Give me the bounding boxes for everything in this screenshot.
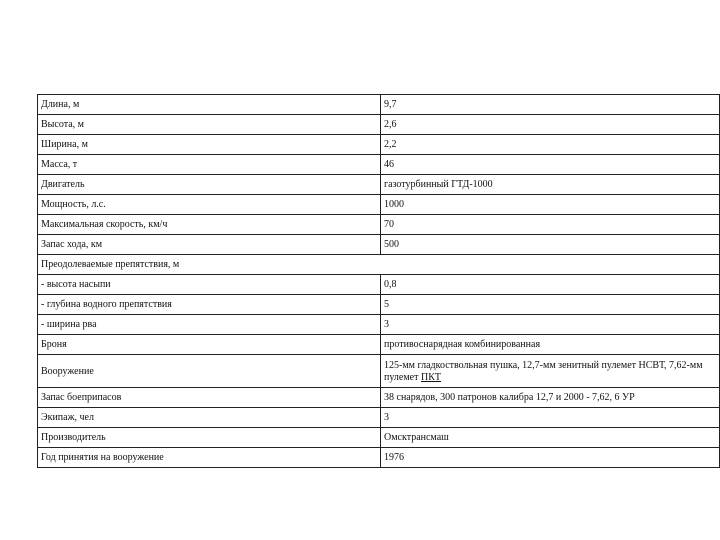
row-label: - глубина водного препятствия — [38, 295, 381, 315]
row-value — [381, 355, 720, 388]
row-value: 3 — [381, 408, 720, 428]
row-value: 3 — [381, 315, 720, 335]
row-label: - ширина рва — [38, 315, 381, 335]
row-value: противоснарядная комбинированная — [381, 335, 720, 355]
table-row — [38, 215, 720, 235]
table-row — [38, 448, 720, 468]
row-label: Броня — [38, 335, 381, 355]
row-value: 1000 — [381, 195, 720, 215]
row-label: Длина, м — [38, 95, 381, 115]
row-value: 2,2 — [381, 135, 720, 155]
row-label: Масса, т — [38, 155, 381, 175]
table-row — [38, 175, 720, 195]
row-value: 500 — [381, 235, 720, 255]
section-heading: Преодолеваемые препятствия, м — [38, 255, 720, 275]
table-row — [38, 315, 720, 335]
row-label: Вооружение — [38, 355, 381, 388]
row-label: Год принятия на вооружение — [38, 448, 381, 468]
table-row — [38, 115, 720, 135]
table-row — [38, 235, 720, 255]
row-value: 5 — [381, 295, 720, 315]
table-row — [38, 275, 720, 295]
row-label: Производитель — [38, 428, 381, 448]
row-value: 70 — [381, 215, 720, 235]
row-value: 9,7 — [381, 95, 720, 115]
table-row — [38, 295, 720, 315]
specifications-table — [37, 94, 720, 468]
row-value: 1976 — [381, 448, 720, 468]
table-row — [38, 95, 720, 115]
table-row — [38, 195, 720, 215]
table-row — [38, 135, 720, 155]
row-label: Двигатель — [38, 175, 381, 195]
row-label: Максимальная скорость, км/ч — [38, 215, 381, 235]
table-row — [38, 388, 720, 408]
row-label: Запас боеприпасов — [38, 388, 381, 408]
armament-text: 125-мм гладкоствольная пушка, 12,7-мм зенитный пулемет НСВТ, 7,62-мм пулемет — [384, 359, 703, 383]
pkt-link[interactable]: ПКТ — [420, 371, 441, 383]
row-value: 0,8 — [381, 275, 720, 295]
row-label: Высота, м — [38, 115, 381, 135]
row-label: Ширина, м — [38, 135, 381, 155]
row-value: 46 — [381, 155, 720, 175]
row-value: газотурбинный ГТД-1000 — [381, 175, 720, 195]
row-label: Мощность, л.с. — [38, 195, 381, 215]
row-value: Омсктрансмаш — [381, 428, 720, 448]
table-row-section-heading — [38, 255, 720, 275]
table-row — [38, 355, 720, 388]
row-value: 2,6 — [381, 115, 720, 135]
table-row — [38, 408, 720, 428]
row-value: 38 снарядов, 300 патронов калибра 12,7 и 2000 - 7,62, 6 УР — [381, 388, 720, 408]
row-label: - высота насыпи — [38, 275, 381, 295]
row-label: Запас хода, км — [38, 235, 381, 255]
table-row — [38, 428, 720, 448]
table-row — [38, 335, 720, 355]
row-label: Экипаж, чел — [38, 408, 381, 428]
table-row — [38, 155, 720, 175]
